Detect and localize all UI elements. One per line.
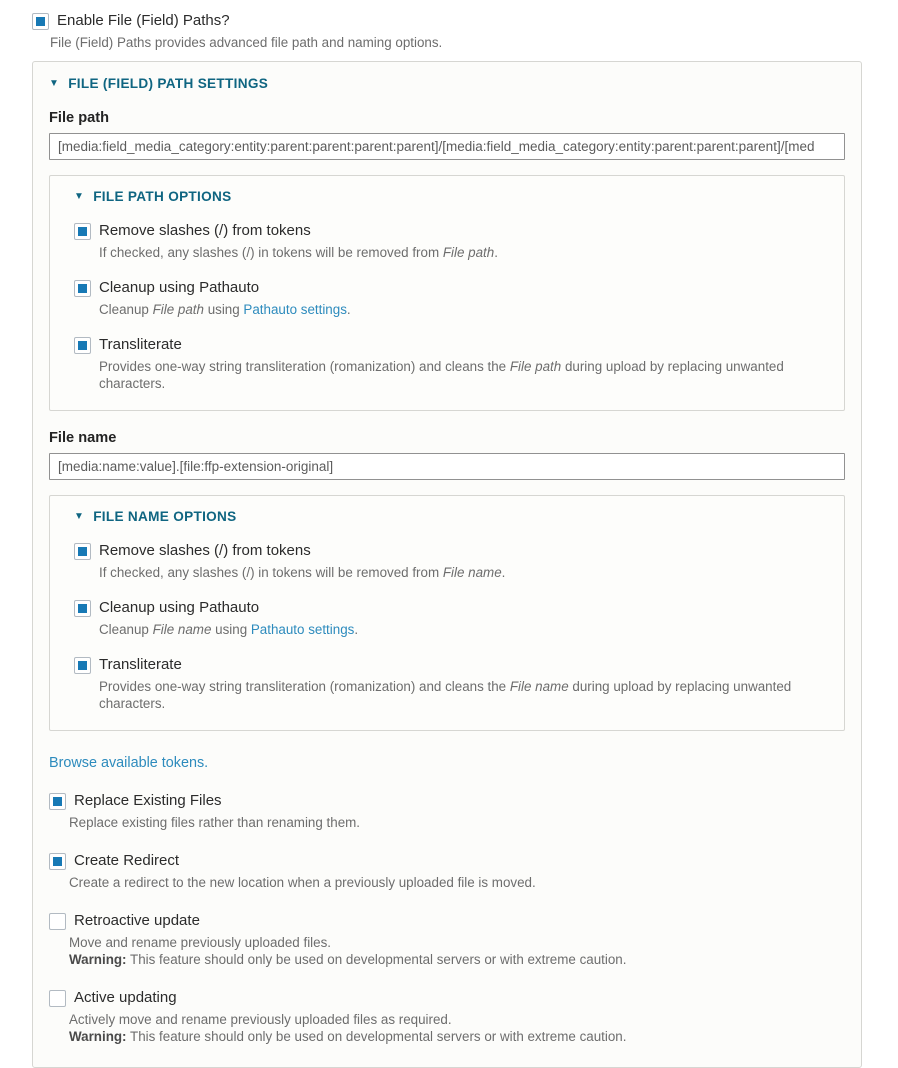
path-remove-slashes-item [74,221,828,261]
path-cleanup-pathauto-description: Cleanup File path using Pathauto settings. [99,302,351,317]
retroactive-update-row[interactable] [49,911,845,931]
file-path-options-title: FILE PATH OPTIONS [93,189,232,204]
file-name-input[interactable] [49,453,845,480]
replace-existing-files-description: Replace existing files rather than renaming them. [69,815,361,830]
active-updating-description: Actively move and rename previously uploaded files as required. Warning: This feature should only be used on developmental servers or with extreme caution. [69,1012,627,1044]
name-remove-slashes-label[interactable]: Remove slashes (/) from tokens [99,542,311,559]
pathauto-settings-link[interactable]: Pathauto settings [243,302,347,317]
file-name-options-summary[interactable] [74,509,828,524]
retroactive-update-description: Move and rename previously uploaded files. Warning: This feature should only be used on developmental servers or with extreme caution. [69,935,627,967]
name-remove-slashes-description: If checked, any slashes (/) in tokens will be removed from File name. [99,565,506,580]
name-cleanup-pathauto-item [74,598,828,638]
path-transliterate-description: Provides one-way string transliteration (romanization) and cleans the File path during upload by replacing unwanted characters. [99,359,784,391]
path-cleanup-pathauto-label[interactable]: Cleanup using Pathauto [99,279,260,296]
path-transliterate-checkbox[interactable] [74,337,91,354]
file-name-options-title: FILE NAME OPTIONS [93,509,237,524]
name-cleanup-pathauto-description: Cleanup File name using Pathauto settings. [99,622,359,637]
path-remove-slashes-description: If checked, any slashes (/) in tokens will be removed from File path. [99,245,498,260]
create-redirect-checkbox[interactable] [49,853,66,870]
path-remove-slashes-checkbox[interactable] [74,223,91,240]
create-redirect-description: Create a redirect to the new location when a previously uploaded file is moved. [69,875,536,890]
path-transliterate-item [74,335,828,392]
path-transliterate-row[interactable] [74,335,828,355]
name-remove-slashes-item [74,541,828,581]
name-transliterate-label[interactable]: Transliterate [99,656,182,673]
name-transliterate-checkbox[interactable] [74,657,91,674]
retroactive-update-label[interactable]: Retroactive update [74,912,200,929]
retroactive-update-item [49,911,845,968]
collapse-arrow-icon: ▼ [74,190,85,202]
path-remove-slashes-row[interactable] [74,221,828,241]
path-transliterate-label[interactable]: Transliterate [99,336,182,353]
name-cleanup-pathauto-checkbox[interactable] [74,600,91,617]
replace-existing-files-item [49,791,845,831]
warning-label: Warning: [69,952,127,967]
browse-available-tokens-link[interactable]: Browse available tokens. [49,755,209,771]
file-path-options-fieldset [49,175,845,411]
create-redirect-label[interactable]: Create Redirect [74,852,180,869]
name-transliterate-description: Provides one-way string transliteration (romanization) and cleans the File name during upload by replacing unwanted characters. [99,679,792,711]
name-transliterate-item [74,655,828,712]
path-cleanup-pathauto-checkbox[interactable] [74,280,91,297]
enable-description: File (Field) Paths provides advanced file path and naming options. [50,35,443,50]
active-updating-checkbox[interactable] [49,990,66,1007]
file-name-label: File name [49,430,117,446]
enable-file-field-paths-label[interactable]: Enable File (Field) Paths? [57,12,230,29]
active-updating-label[interactable]: Active updating [74,989,177,1006]
file-field-path-settings-fieldset [32,61,862,1068]
name-remove-slashes-checkbox[interactable] [74,543,91,560]
replace-existing-files-row[interactable] [49,791,845,811]
name-remove-slashes-row[interactable] [74,541,828,561]
file-field-path-settings-summary[interactable] [49,76,845,91]
retroactive-update-checkbox[interactable] [49,913,66,930]
name-transliterate-row[interactable] [74,655,828,675]
enable-file-field-paths-checkbox[interactable] [32,13,49,30]
active-updating-item [49,988,845,1045]
path-cleanup-pathauto-item [74,278,828,318]
path-remove-slashes-label[interactable]: Remove slashes (/) from tokens [99,222,311,239]
create-redirect-row[interactable] [49,851,845,871]
active-updating-row[interactable] [49,988,845,1008]
file-path-input[interactable] [49,133,845,160]
path-cleanup-pathauto-row[interactable] [74,278,828,298]
file-path-options-summary[interactable] [74,189,828,204]
replace-existing-files-checkbox[interactable] [49,793,66,810]
name-cleanup-pathauto-row[interactable] [74,598,828,618]
warning-label: Warning: [69,1029,127,1044]
file-field-path-settings-title: FILE (FIELD) PATH SETTINGS [68,76,269,91]
enable-file-field-paths-item [32,11,862,51]
collapse-arrow-icon: ▼ [74,510,85,522]
pathauto-settings-link[interactable]: Pathauto settings [250,622,355,637]
enable-file-field-paths-row[interactable] [32,11,862,31]
replace-existing-files-label[interactable]: Replace Existing Files [74,792,222,809]
name-cleanup-pathauto-label[interactable]: Cleanup using Pathauto [99,599,260,616]
collapse-arrow-icon: ▼ [49,77,60,89]
file-path-label: File path [49,110,109,126]
file-name-options-fieldset [49,495,845,731]
create-redirect-item [49,851,845,891]
